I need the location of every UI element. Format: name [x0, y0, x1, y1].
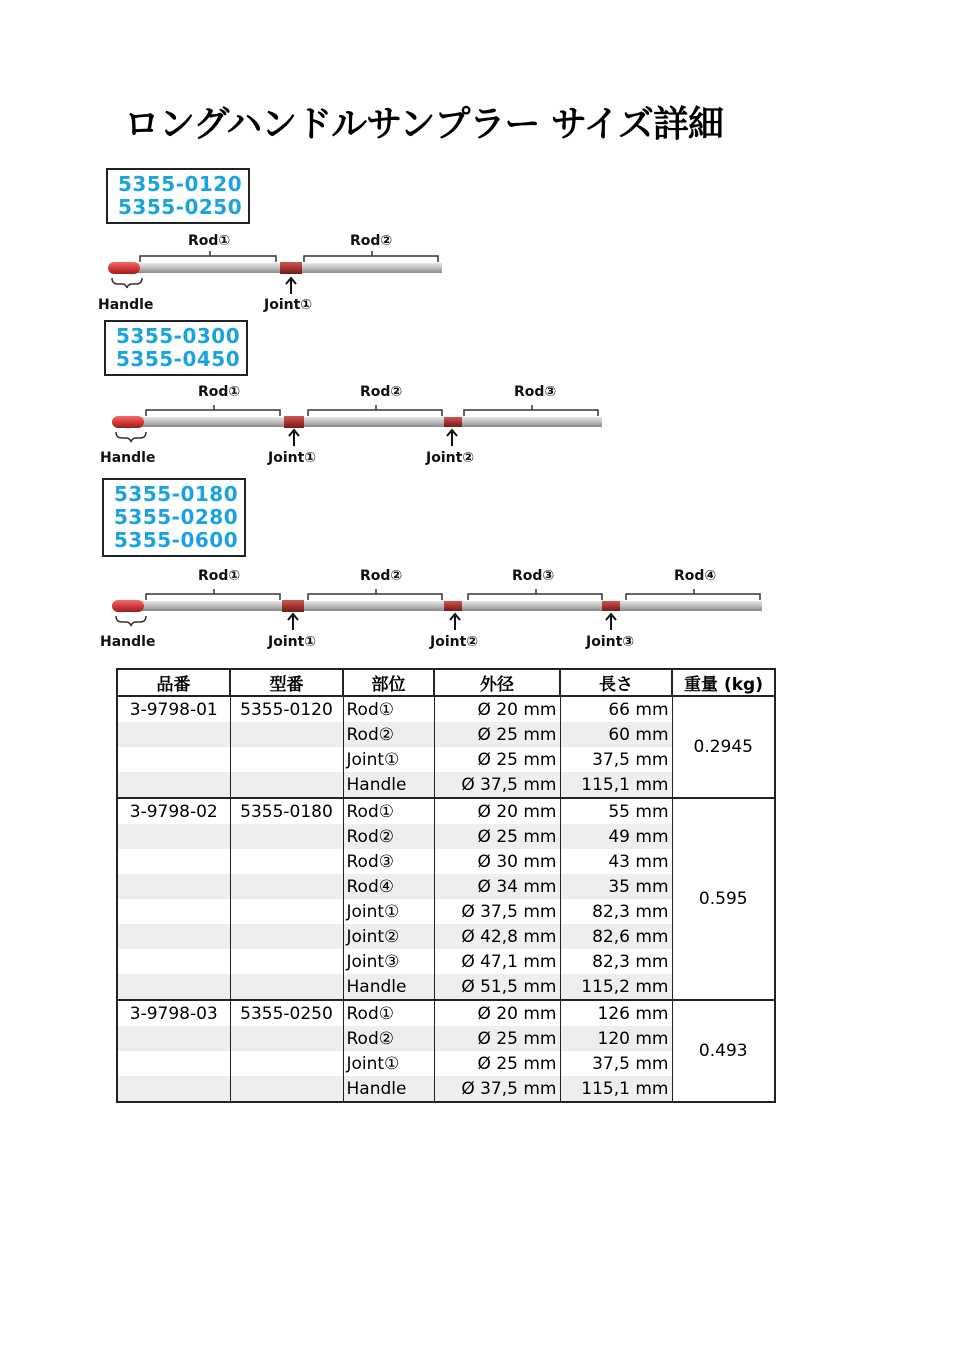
model-cell	[230, 974, 343, 1000]
diameter-cell: Ø 42,8 mm	[434, 924, 560, 949]
length-cell: 115,2 mm	[560, 974, 672, 1000]
joint-sleeve	[284, 416, 304, 428]
rod-label: Rod④	[674, 568, 717, 584]
part-cell: Rod①	[343, 1000, 434, 1026]
handle-grip	[112, 600, 144, 612]
part-cell: Handle	[343, 974, 434, 1000]
part-cell: Rod②	[343, 824, 434, 849]
item-no-cell	[117, 1051, 230, 1076]
length-cell: 49 mm	[560, 824, 672, 849]
arrow-up-icon	[447, 430, 457, 446]
rod-label: Rod①	[198, 384, 241, 400]
joint-sleeve	[282, 600, 304, 612]
length-cell: 66 mm	[560, 696, 672, 722]
length-cell: 55 mm	[560, 798, 672, 824]
model-cell	[230, 824, 343, 849]
model-cell	[230, 722, 343, 747]
item-no-cell: 3-9798-03	[117, 1000, 230, 1026]
item-no-cell	[117, 1076, 230, 1102]
item-no-cell	[117, 949, 230, 974]
length-cell: 82,6 mm	[560, 924, 672, 949]
table-header-row	[117, 669, 775, 696]
part-cell: Joint①	[343, 899, 434, 924]
part-cell: Joint②	[343, 924, 434, 949]
joint-label: Joint①	[268, 450, 317, 466]
sampler-diagram-3	[100, 568, 762, 650]
model-cell: 5355-0120	[230, 696, 343, 722]
model-cell	[230, 1026, 343, 1051]
page-title: ロングハンドルサンプラー サイズ詳細	[124, 104, 723, 145]
model-code: 5355-0450	[116, 347, 241, 371]
item-no-cell	[117, 722, 230, 747]
header-length: 長さ	[560, 669, 672, 696]
handle-brace	[116, 432, 146, 442]
header-diameter: 外径	[434, 669, 560, 696]
size-spec-table	[116, 668, 776, 1103]
arrow-up-icon	[289, 430, 299, 446]
rod-bracket	[140, 251, 276, 262]
weight-cell: 0.2945	[672, 696, 775, 798]
length-cell: 35 mm	[560, 874, 672, 899]
joint-label: Joint②	[426, 450, 475, 466]
diameter-cell: Ø 25 mm	[434, 722, 560, 747]
part-cell: Rod②	[343, 722, 434, 747]
item-no-cell	[117, 899, 230, 924]
part-cell: Joint①	[343, 747, 434, 772]
rod-label: Rod②	[360, 384, 403, 400]
header-item-no: 品番	[117, 669, 230, 696]
handle-brace	[112, 278, 142, 288]
joint-sleeve	[444, 601, 462, 611]
handle-label: Handle	[100, 634, 156, 650]
length-cell: 115,1 mm	[560, 1076, 672, 1102]
handle-grip	[112, 416, 144, 428]
model-cell: 5355-0250	[230, 1000, 343, 1026]
diameter-cell: Ø 51,5 mm	[434, 974, 560, 1000]
joint-label: Joint①	[264, 297, 313, 313]
part-cell: Rod③	[343, 849, 434, 874]
item-no-cell	[117, 824, 230, 849]
part-cell: Handle	[343, 1076, 434, 1102]
diameter-cell: Ø 20 mm	[434, 696, 560, 722]
item-no-cell	[117, 924, 230, 949]
rod-label: Rod③	[514, 384, 557, 400]
handle-grip	[108, 262, 140, 274]
rod-bracket	[308, 405, 442, 416]
model-code: 5355-0280	[114, 505, 239, 529]
rod-label: Rod③	[512, 568, 555, 584]
diameter-cell: Ø 37,5 mm	[434, 772, 560, 798]
part-cell: Rod②	[343, 1026, 434, 1051]
item-no-cell	[117, 974, 230, 1000]
part-cell: Rod①	[343, 798, 434, 824]
rod-label: Rod②	[350, 233, 393, 249]
arrow-up-icon	[286, 278, 296, 294]
model-code: 5355-0600	[114, 528, 239, 552]
diameter-cell: Ø 25 mm	[434, 1026, 560, 1051]
arrow-up-icon	[606, 614, 616, 630]
joint-label: Joint①	[268, 634, 317, 650]
rod-bracket	[146, 589, 280, 600]
header-model: 型番	[230, 669, 343, 696]
diameter-cell: Ø 25 mm	[434, 824, 560, 849]
rod-shaft	[138, 417, 602, 427]
model-code: 5355-0120	[118, 172, 243, 196]
joint-label: Joint③	[586, 634, 635, 650]
model-cell	[230, 1051, 343, 1076]
weight-cell: 0.595	[672, 798, 775, 1000]
length-cell: 37,5 mm	[560, 1051, 672, 1076]
length-cell: 60 mm	[560, 722, 672, 747]
rod-label: Rod①	[198, 568, 241, 584]
part-cell: Joint③	[343, 949, 434, 974]
item-no-cell	[117, 772, 230, 798]
joint-sleeve	[444, 417, 462, 427]
table-body	[117, 696, 775, 1102]
table-row	[117, 696, 775, 722]
model-cell	[230, 949, 343, 974]
model-code: 5355-0250	[118, 195, 243, 219]
rod-bracket	[146, 405, 280, 416]
model-code: 5355-0180	[114, 482, 239, 506]
diameter-cell: Ø 25 mm	[434, 1051, 560, 1076]
length-cell: 37,5 mm	[560, 747, 672, 772]
arrow-up-icon	[450, 614, 460, 630]
length-cell: 120 mm	[560, 1026, 672, 1051]
part-cell: Joint①	[343, 1051, 434, 1076]
rod-bracket	[626, 589, 760, 600]
length-cell: 82,3 mm	[560, 949, 672, 974]
model-cell	[230, 747, 343, 772]
handle-label: Handle	[100, 450, 156, 466]
handle-label: Handle	[98, 297, 154, 313]
rod-label: Rod②	[360, 568, 403, 584]
model-cell	[230, 772, 343, 798]
rod-bracket	[308, 589, 442, 600]
model-cell	[230, 1076, 343, 1102]
rod-bracket	[304, 251, 438, 262]
table-row	[117, 1000, 775, 1026]
diameter-cell: Ø 37,5 mm	[434, 1076, 560, 1102]
table-row	[117, 798, 775, 824]
part-cell: Handle	[343, 772, 434, 798]
header-part: 部位	[343, 669, 434, 696]
sampler-diagrams	[0, 0, 960, 668]
joint-label: Joint②	[430, 634, 479, 650]
length-cell: 126 mm	[560, 1000, 672, 1026]
joint-sleeve	[602, 601, 620, 611]
handle-brace	[116, 616, 146, 626]
diameter-cell: Ø 25 mm	[434, 747, 560, 772]
part-cell: Rod④	[343, 874, 434, 899]
diameter-cell: Ø 20 mm	[434, 798, 560, 824]
diameter-cell: Ø 47,1 mm	[434, 949, 560, 974]
weight-cell: 0.493	[672, 1000, 775, 1102]
model-cell	[230, 874, 343, 899]
model-code: 5355-0300	[116, 324, 241, 348]
rod-bracket	[468, 589, 602, 600]
item-no-cell	[117, 747, 230, 772]
length-cell: 43 mm	[560, 849, 672, 874]
model-cell	[230, 849, 343, 874]
sampler-diagram-1	[98, 233, 442, 313]
diameter-cell: Ø 34 mm	[434, 874, 560, 899]
length-cell: 82,3 mm	[560, 899, 672, 924]
sampler-diagram-2	[100, 384, 602, 466]
rod-label: Rod①	[188, 233, 231, 249]
item-no-cell: 3-9798-01	[117, 696, 230, 722]
diameter-cell: Ø 20 mm	[434, 1000, 560, 1026]
header-weight: 重量 (kg)	[672, 669, 775, 696]
arrow-up-icon	[288, 614, 298, 630]
model-cell: 5355-0180	[230, 798, 343, 824]
model-cell	[230, 924, 343, 949]
part-cell: Rod①	[343, 696, 434, 722]
item-no-cell	[117, 849, 230, 874]
length-cell: 115,1 mm	[560, 772, 672, 798]
rod-bracket	[464, 405, 598, 416]
item-no-cell	[117, 1026, 230, 1051]
item-no-cell: 3-9798-02	[117, 798, 230, 824]
diameter-cell: Ø 37,5 mm	[434, 899, 560, 924]
model-cell	[230, 899, 343, 924]
item-no-cell	[117, 874, 230, 899]
diameter-cell: Ø 30 mm	[434, 849, 560, 874]
joint-sleeve	[280, 262, 302, 274]
